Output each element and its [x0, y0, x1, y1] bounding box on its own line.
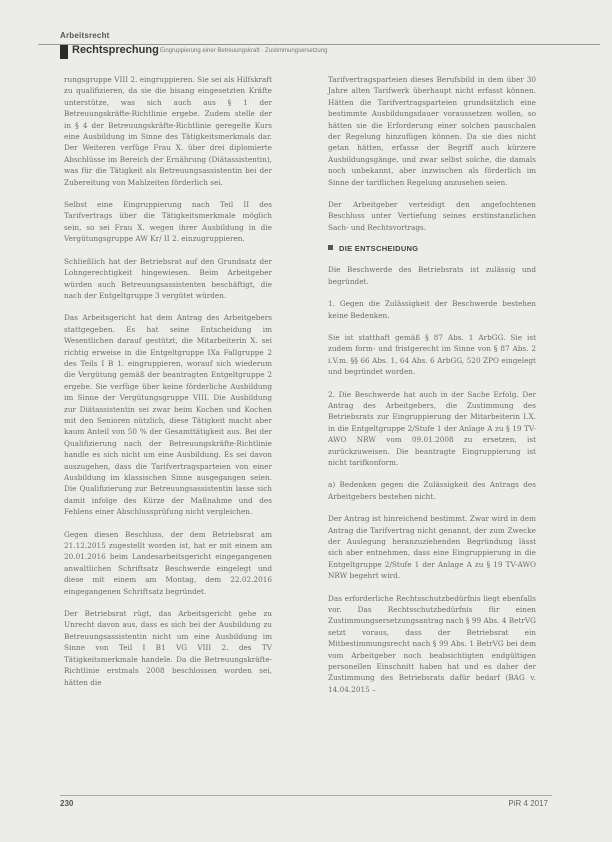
section-label: Arbeitsrecht: [60, 31, 110, 40]
section-heading-text: DIE ENTSCHEIDUNG: [339, 244, 419, 254]
paragraph: Tarifvertragsparteien dieses Berufsbild in dem über 30 Jahre alten Tarifwerk überhaupt nicht erfasst können. Hätten die Tarifvertragsparteien grundsätzlich eine bestimmte Ausbildungsdauer voraussetzen wollen, so hätten sie die Erforderung einer solchen pauschalen der Regelung hinzufügen können. Da sie dies nicht getan hätten, erfasse der Begriff auch kürzere Ausbildungsgänge, und zwar selbst solche, die damals noch unbekannt, aber inzwischen als förderlich im Sinne der tariflichen Regelung anzusehen seien.: [328, 75, 536, 187]
paragraph: Der Betriebsrat rügt, das Arbeitsgericht gehe zu Unrecht davon aus, dass es sich bei der Ausbildung zu Betreuungsassistentin nicht um eine Ausbildung im Sinne von Teil I B1 VG VIII 2. des TV Tätigkeitsmerkmale handele. Da die Betreuungskräfte-Richtlinie erstmals 2008 beschlossen worden sei, hätten die: [64, 609, 272, 687]
paragraph: Das erforderliche Rechtsschutzbedürfnis liegt ebenfalls vor. Das Rechtsschutzbedürfnis für einen Zustimmungsersetzungsantrag nach § 99 Abs. 4 BetrVG setzt voraus, dass der Betriebsrat ein Mitbestimmungsrecht nach § 99 Abs. 1 BetrVG bei dem vom Arbeitgeber noch beabsichtigten endgültigen personellen Einschnitt haben hat und es daher der Zustimmung des Betriebsrats dafür bedarf (BAG v. 14.04.2015 –: [328, 593, 536, 694]
paragraph: Selbst eine Eingruppierung nach Teil II des Tarifvertrags über die Tätigkeitsmerkmale möglich sein, so sei Frau X. wegen ihrer Ausbildung in die Vergütungsgruppe AW Kr/ II 2. einzugruppieren.: [64, 200, 272, 244]
paragraph: rungsgruppe VIII 2. eingruppieren. Sie sei als Hilfskraft zu qualifizieren, da sie die bisang eingesetzten Kräfte unterstütze, was sich auch aus § 1 der Betreuungskräfte-Richtlinie ergebe. Zudem stelle der in § 4 der Betreuungskräfte-Richtlinie geregelte Kurs eine Ausbildung im Sinne des Tätigkeitsmerkmals dar. Der Weiteren verfüge Frau X. über drei diplomierte Abschlüsse im Bereich der Ernährung (Diätassistentin), was für die Tätigkeit als Betreuungsassistentin bei der Zubereitung von Mahlzeiten förderlich sei.: [64, 75, 272, 187]
paragraph: Gegen diesen Beschluss, der dem Betriebsrat am 21.12.2015 zugestellt worden ist, hat er mit einem am 20.01.2016 beim Landesarbeitsgericht eingegangenen anwaltlichen Schriftsatz Beschwerde eingelegt und diese mit einem am Montag, dem 22.02.2016 eingegangenen Schriftsatz begründet.: [64, 529, 272, 596]
page-subtitle: Eingruppierung einer Betreuungskraft · Zustimmungsersetzung: [160, 48, 328, 54]
paragraph: Die Beschwerde des Betriebsrats ist zulässig und begründet.: [328, 265, 536, 286]
paragraph: Schließlich hat der Betriebsrat auf den Grundsatz der Lohngerechtigkeit hingewiesen. Beim Arbeitgeber würden auch Betreuungsassistenten beschäftigt, die nach der Entgeltgruppe 3 vergütet würden.: [64, 256, 272, 300]
paragraph: Sie ist statthaft gemäß § 87 Abs. 1 ArbGG. Sie ist zudem form- und fristgerecht im Sinne von § 87 Abs. 2 i.V.m. §§ 66 Abs. 1, 64 Abs. 6 ArbGG, 520 ZPO eingelegt und begründet worden.: [328, 332, 536, 377]
page-title: Rechtsprechung: [72, 44, 159, 56]
header-marker: [60, 45, 68, 59]
paragraph: a) Bedenken gegen die Zulässigkeit des Antrags des Arbeitgebers bestehen nicht.: [328, 480, 536, 501]
paragraph: 2. Die Beschwerde hat auch in der Sache Erfolg. Der Antrag des Arbeitgebers, die Zustimmung des Betriebsrats zur Eingruppierung der Mitarbeiterin I.X. in die Entgeltgruppe 2/Stufe 1 der Anlage A zu § 19 TV-AWO NRW vom 09.01.2008 zu ersetzen, ist zurückzuweisen. Die beantragte Eingruppierung ist nicht tarifkonform.: [328, 389, 536, 467]
footer-rule: [60, 795, 552, 796]
right-column: [328, 74, 536, 706]
journal-reference: PiR 4 2017: [508, 799, 548, 808]
square-bullet-icon: [328, 245, 333, 250]
paragraph: 1. Gegen die Zulässigkeit der Beschwerde bestehen keine Bedenken.: [328, 299, 536, 320]
paragraph: Der Antrag ist hinreichend bestimmt. Zwar wird in dem Antrag die Tarifvertrag nicht genannt, der zum Zwecke der Auslegung heranzuziehenden Begründung lässt sich aber entnehmen, dass eine Eingruppierung in die Entgeltgruppe 2/Stufe 1 der Anlage A zu § 19 TV-AWO NRW begehrt wird.: [328, 514, 536, 581]
paragraph: Das Arbeitsgericht hat dem Antrag des Arbeitgebers stattgegeben. Es hat seine Entscheidung im Wesentlichen darauf gestützt, die Mitarbeiterin X. sei richtig erweise in die Entgeltgruppe IXa Fallgruppe 2 des Teils I B 1. eingruppieren, worauf sich wiederum die Vergütung gemäß der beantragten Entgeltgruppe 2 ergebe. Sie verfüge über keine förderliche Ausbildung im Sinne der Vergütungsgruppe VIII. Die Ausbildung zur Diätassistentin sei zwar beim Kochen und Kochen mit den Senioren nützlich, diese Tätigkeit macht aber kaum Anteil von 50 % der Gesamttätigkeit aus. Bei der Qualifizierung nach der Betreuungskräfte-Richtlinie handle es sich nicht um eine Ausbildung. Es sei davon auszugehen, dass die Tarifvertragsparteien von einer Ausbildung im klassischen Sinne ausgegangen seien. Die Qualifizierung zur Betreuungsassistentin lasse sich damit infolge des Kürze der Maßnahme und des Fehlens einer Abschlussprüfung nicht vergleichen.: [64, 313, 272, 517]
paragraph: Der Arbeitgeber verteidigt den angefochtenen Beschluss unter Vertiefung seines erstinstanzlichen Sach- und Rechtsvortrags.: [328, 200, 536, 232]
left-column: [64, 74, 272, 699]
section-heading: [328, 244, 536, 253]
page-number: 230: [60, 799, 74, 808]
